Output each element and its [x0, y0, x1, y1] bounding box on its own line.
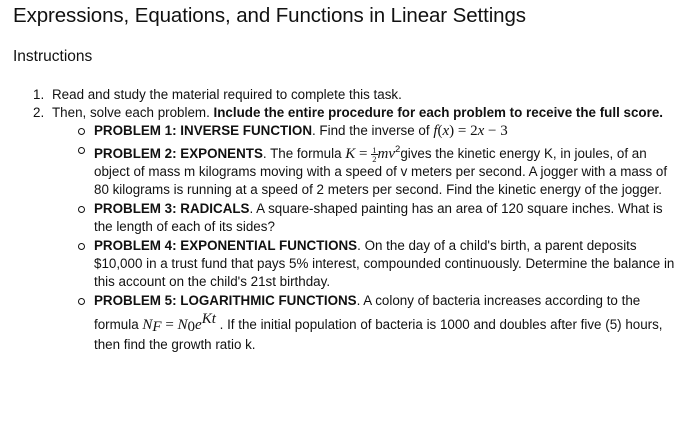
bullet-icon: [78, 128, 85, 135]
item-number: 1.: [33, 87, 45, 102]
math-var: x: [442, 123, 450, 139]
problem-text: . The formula: [262, 146, 346, 161]
problem-item: [74, 200, 684, 236]
problem-label: PROBLEM 1: INVERSE FUNCTION: [94, 123, 312, 138]
problem-item: [74, 292, 684, 354]
problem-label: PROBLEM 5: LOGARITHMIC FUNCTIONS: [94, 293, 357, 308]
math-var: x: [477, 123, 485, 139]
problem-text: . If the initial population of bacteria is 1000 and doubles after five (5) hours, then find the growth ratio k.: [94, 317, 663, 352]
problem-math: f: [433, 123, 438, 139]
instruction-list: [33, 86, 683, 354]
problem-item: [74, 237, 684, 291]
problem-text: . Find the inverse of: [311, 123, 434, 138]
section-heading: Instructions: [13, 48, 93, 65]
bullet-icon: [78, 206, 85, 213]
problem-math: K: [345, 146, 356, 162]
math-rest: ) = 2: [449, 123, 478, 139]
problem-list: [74, 122, 684, 354]
page-title: Expressions, Equations, and Functions in Linear Settings: [13, 4, 526, 27]
fraction: $\frac{1}{2}$: [372, 145, 377, 164]
problem-text: . A square-shaped painting has an area of 120 square inches. What is the length of each of its sides?: [94, 201, 663, 234]
instruction-emphasis: Include the entire procedure for each problem to receive the full score.: [213, 105, 663, 120]
instruction-item: [33, 104, 683, 354]
math-var: N: [177, 317, 188, 333]
math-rest: =: [355, 146, 372, 162]
problem-math: N: [142, 317, 153, 333]
item-number: 2.: [33, 105, 45, 120]
bullet-icon: [78, 243, 85, 250]
problem-text: . A colony of bacteria increases according to the formula: [94, 293, 641, 332]
math-sub: 0: [187, 319, 196, 335]
math-rest: =: [161, 317, 178, 333]
math-paren: (: [437, 123, 443, 139]
math-rest: − 3: [484, 123, 508, 139]
problem-label: PROBLEM 4: EXPONENTIAL FUNCTIONS: [94, 238, 358, 253]
math-exp: 2: [395, 144, 401, 155]
problem-text: gives the kinetic energy K, in joules, of an object of mass m kilograms moving with a speed of v meters per second. A jogger with a mass of 80 kilograms is running at a speed of 2 meters per second. Find the kinetic energy of the jogger.: [94, 146, 668, 197]
bullet-icon: [78, 147, 85, 154]
math-sub: F: [152, 319, 162, 335]
problem-label: PROBLEM 2: EXPONENTS: [94, 146, 263, 161]
bullet-icon: [78, 298, 85, 305]
math-var: e: [195, 317, 202, 333]
math-exp: Kt: [201, 311, 216, 327]
problem-text: . On the day of a child's birth, a parent deposits $10,000 in a trust fund that pays 5% interest, compounded continuously. Determine the balance in this account on the child's 21st birthday.: [94, 238, 675, 289]
instruction-text: Then, solve each problem.: [52, 105, 214, 120]
instruction-item: [33, 86, 683, 104]
math-var: mv: [377, 146, 396, 162]
problem-item: [74, 141, 684, 199]
problem-item: [74, 122, 684, 140]
problem-label: PROBLEM 3: RADICALS: [94, 201, 250, 216]
instruction-text: Read and study the material required to complete this task.: [52, 87, 402, 102]
